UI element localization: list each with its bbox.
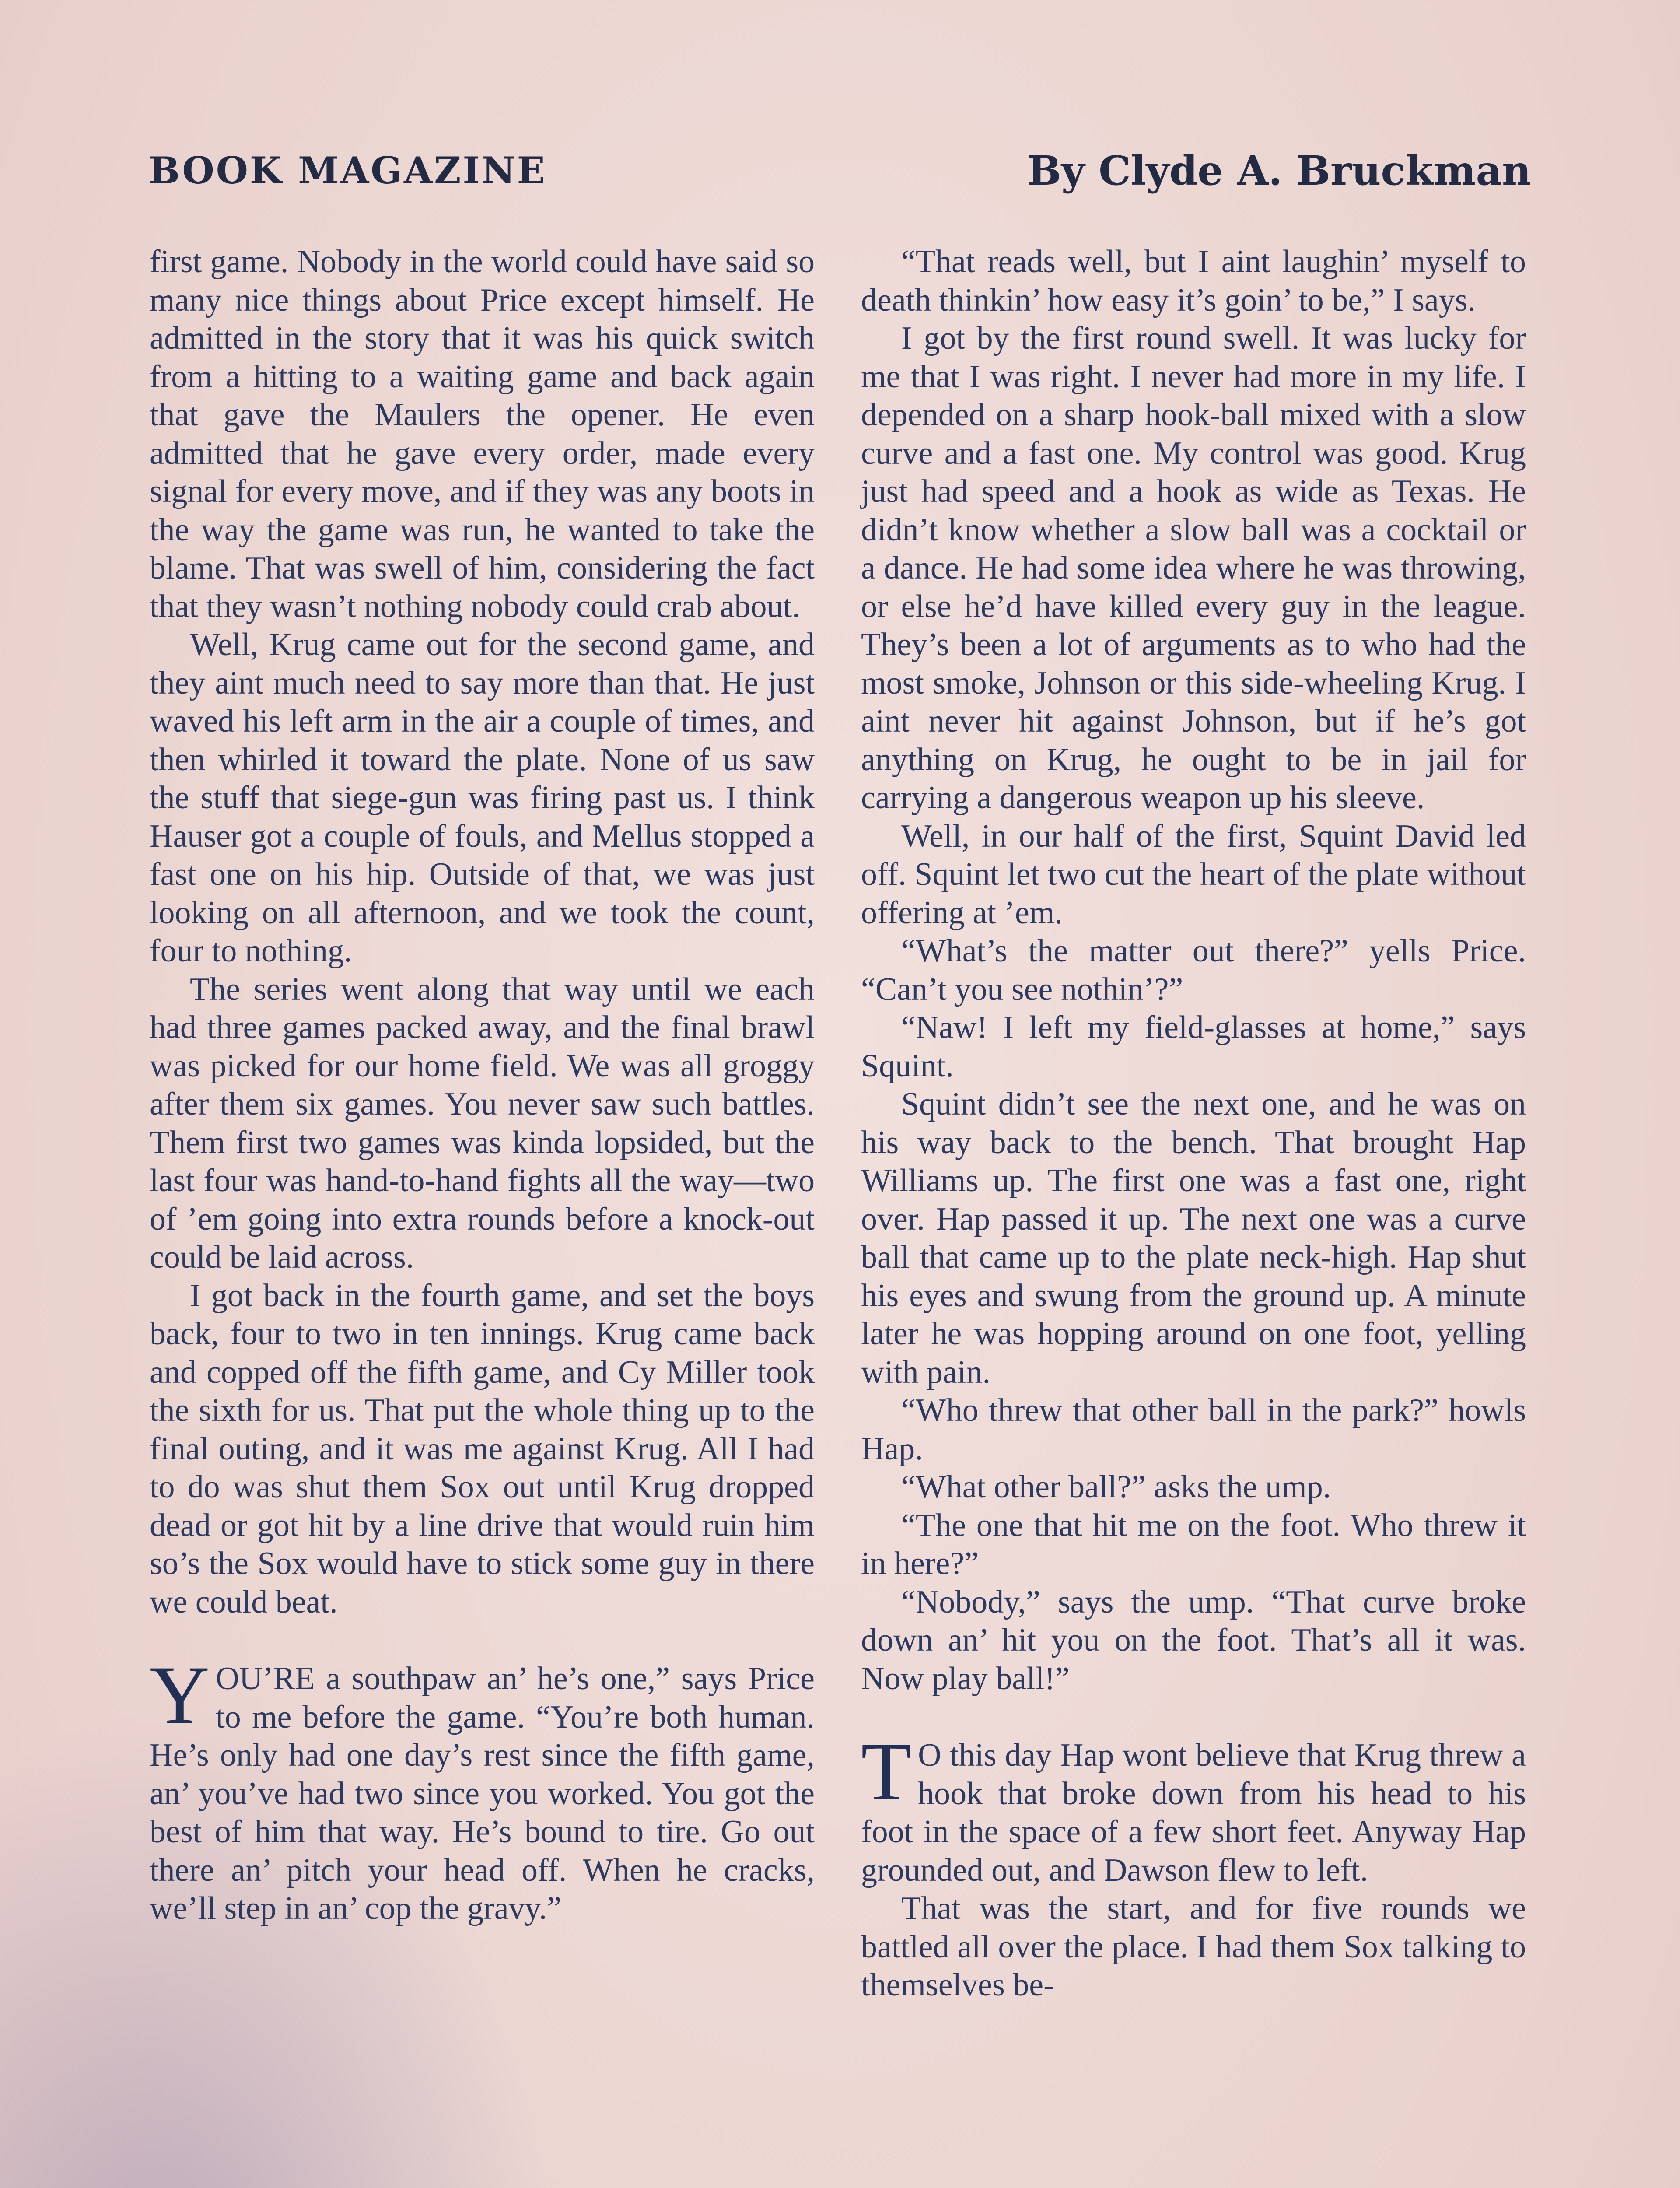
paragraph: “Nobody,” says the ump. “That curve broke down an’ hit you on the foot. That’s all it was. Now play ball!”: [861, 1584, 1526, 1697]
paragraph-dropcap: [861, 1726, 1526, 1890]
paragraph: I got by the first round swell. It was lucky for me that I was right. I never had more in my life. I depended on a sharp hook-ball mixed with a slow curve and a fast one. My control was good. Krug just had speed and a hook as wide as Texas. He didn’t know whether a slow ball was a cocktail or a dance. He had some idea where he was throwing, or else he’d have killed every guy in the league. They’s been a lot of arguments as to who had the most smoke, Johnson or this side-wheeling Krug. I aint never hit against Johnson, but if he’s got anything on Krug, he ought to be in jail for carrying a dangerous weapon up his sleeve.: [861, 320, 1526, 816]
paragraph: “The one that hit me on the foot. Who threw it in here?”: [861, 1507, 1526, 1581]
paragraph: Squint didn’t see the next one, and he was on his way back to the bench. That brought Hap Williams up. The first one was a fast one, right over. Hap passed it up. The next one was a curve ball that came up to the plate neck-high. Hap shut his eyes and swung from the ground up. A minute later he was hopping around on one foot, yelling with pain.: [861, 1086, 1526, 1390]
left-column: [150, 243, 815, 1928]
drop-cap: T: [861, 1726, 912, 1818]
paragraph: That was the start, and for five rounds we battled all over the place. I had them Sox talking to themselves be-: [861, 1890, 1526, 2003]
running-header: [149, 140, 1531, 201]
paragraph: Well, Krug came out for the second game, and they aint much need to say more than that. He just waved his left arm in the air a couple of times, and then whirled it toward the plate. None of us saw the stuff that siege-gun was firing past us. I think Hauser got a couple of fouls, and Mellus stopped a fast one on his hip. Outside of that, we was just looking on all afternoon, and we took the count, four to nothing.: [150, 627, 815, 969]
section-break: [861, 1698, 1526, 1736]
paragraph: “What’s the matter out there?” yells Price. “Can’t you see nothin’?”: [861, 933, 1526, 1007]
paragraph: I got back in the fourth game, and set the boys back, four to two in ten innings. Krug came back and copped off the fifth game, and Cy Miller took the sixth for us. That put the whole thing up to the final outing, and it was me against Krug. All I had to do was shut them Sox out until Krug dropped dead or got hit by a line drive that would ruin him so’s the Sox would have to stick some guy in there we could beat.: [150, 1277, 815, 1620]
paragraph-text: OU’RE a southpaw an’ he’s one,” says Price to me before the game. “You’re both human. He’s only had one day’s rest since the fifth game, an’ you’ve had two since you worked. You got the best of him that way. He’s bound to tire. Go out there an’ pitch your head off. When he cracks, we’ll step in an’ cop the gravy.”: [150, 1661, 815, 1926]
paragraph-text: O this day Hap wont believe that Krug threw a hook that broke down from his head to his foot in the space of a few short feet. Anyway Hap grounded out, and Dawson flew to left.: [861, 1737, 1526, 1888]
paragraph: “What other ball?” asks the ump.: [901, 1469, 1331, 1505]
paragraph-dropcap: [150, 1649, 815, 1928]
paragraph: “Naw! I left my field-glasses at home,” says Squint.: [861, 1010, 1526, 1084]
magazine-title: BOOK MAGAZINE: [149, 149, 547, 192]
author-byline: By Clyde A. Bruckman: [1027, 147, 1531, 194]
section-break: [150, 1621, 815, 1660]
paragraph: “That reads well, but I aint laughin’ myself to death thinkin’ how easy it’s goin’ to be,” I says.: [861, 244, 1526, 318]
paragraph: first game. Nobody in the world could have said so many nice things about Price except himself. He admitted in the story that it was his quick switch from a hitting to a waiting game and back again that gave the Maulers the opener. He even admitted that he gave every order, made every signal for every move, and if they was any boots in the way the game was run, he wanted to take the blame. That was swell of him, considering the fact that they wasn’t nothing nobody could crab about.: [150, 244, 815, 624]
paragraph: Well, in our half of the first, Squint David led off. Squint let two cut the heart of the plate without offering at ’em.: [861, 818, 1526, 931]
drop-cap: Y: [150, 1649, 210, 1741]
paragraph: The series went along that way until we each had three games packed away, and the final brawl was picked for our home field. We was all groggy after them six games. You never saw such battles. Them first two games was kinda lopsided, but the last four was hand-to-hand fights all the way—two of ’em going into extra rounds before a knock-out could be laid across.: [150, 971, 815, 1275]
right-column: [861, 243, 1526, 2005]
paragraph: “Who threw that other ball in the park?” howls Hap.: [861, 1392, 1526, 1467]
